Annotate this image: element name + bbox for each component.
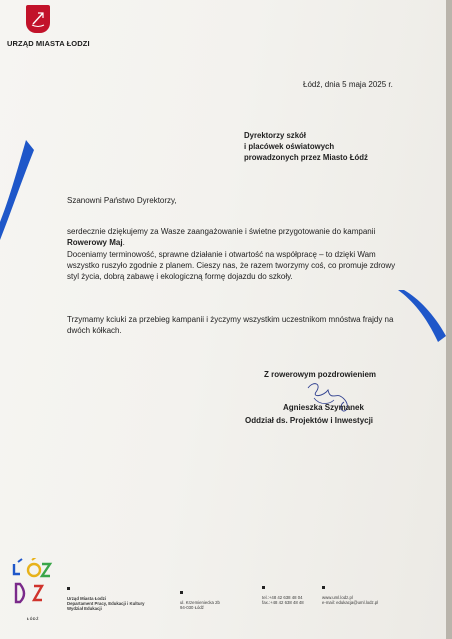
campaign-name: Rowerowy Maj xyxy=(67,238,123,247)
signer-name: Agnieszka Szymanek xyxy=(283,403,364,412)
footer-email-link[interactable]: e-mail: edukacja@uml.lodz.pl xyxy=(322,600,379,606)
recipient-line: i placówek oświatowych xyxy=(244,142,335,151)
recipient-line: prowadzonych przez Miasto Łódź xyxy=(244,153,368,162)
footer-organization xyxy=(67,596,177,612)
footer-org: Urząd Miasta Łodzi xyxy=(67,596,106,601)
footer-tel: tel.:+48 42 638 48 04 xyxy=(262,595,303,600)
footer-bullet xyxy=(322,586,325,589)
paragraph-period: . xyxy=(122,238,125,247)
logo-caption: ŁÓDŹ xyxy=(27,617,39,621)
footer-dept-line: Wydział Edukacji xyxy=(67,606,102,612)
footer-dept-line: Departament Pracy, Edukacji i Kultury xyxy=(67,601,145,607)
paragraph-appreciation: Doceniamy terminowość, sprawne działanie i otwartość na współpracę – to dzięki Wam wszystko ruszyło zgodnie z planem. Cieszy nas, że razem tworzymy coś, co promuje zdrowy styl życia, dobrą zabawę i ekologiczną formę dojazdu do szkoły. xyxy=(67,250,396,281)
footer-street: ul. Krzemieniecka 2b xyxy=(180,600,220,605)
footer-web xyxy=(322,595,378,605)
footer-bullet xyxy=(262,586,265,589)
paragraph-wishes: Trzymamy kciuki za przebieg kampanii i życzymy wszystkim uczestnikom mnóstwa frajdy na dwóch kółkach. xyxy=(67,315,394,335)
recipient-block xyxy=(244,130,368,163)
org-name: URZĄD MIASTA ŁODZI xyxy=(7,39,90,48)
signer-department: Oddział ds. Projektów i Inwestycji xyxy=(245,416,374,425)
footer-address xyxy=(180,600,220,610)
letter-date: Łódź, dnia 5 maja 2025 r. xyxy=(303,80,393,89)
recipient-line: Dyrektorzy szkół xyxy=(244,131,306,140)
salutation: Szanowni Państwo Dyrektorzy, xyxy=(67,196,177,205)
city-crest-icon xyxy=(26,5,50,33)
footer-bullet xyxy=(180,591,183,594)
footer-phone xyxy=(262,595,304,605)
lodz-city-logo-icon xyxy=(8,558,60,618)
footer-fax: fax.:+48 42 638 48 48 xyxy=(262,600,304,606)
closing-phrase: Z rowerowym pozdrowieniem xyxy=(264,370,377,379)
paragraph-text: serdecznie dziękujemy za Wasze zaangażowanie i świetne przygotowanie do kampanii xyxy=(67,227,376,236)
footer-bullet xyxy=(67,587,70,590)
footer-city: 94-030 Łódź xyxy=(180,605,204,611)
left-blue-swoosh xyxy=(0,140,36,240)
paragraph-thanks xyxy=(67,226,402,248)
footer-website-link[interactable]: www.uml.lodz.pl xyxy=(322,595,353,600)
